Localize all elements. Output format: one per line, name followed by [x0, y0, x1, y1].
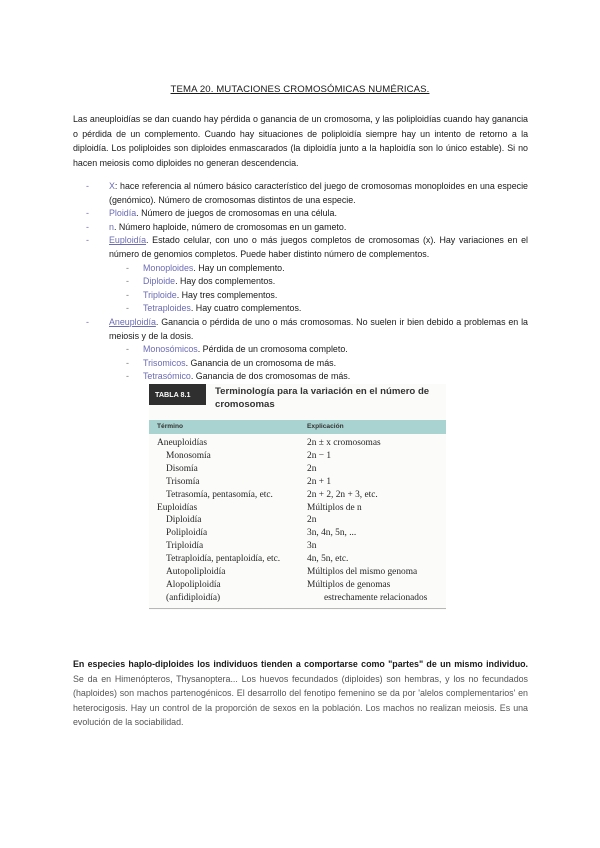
table-cell-term: Monosomía: [166, 450, 211, 461]
table-row: [149, 450, 446, 462]
table-cell-explanation: 2n − 1: [307, 450, 332, 461]
intro-paragraph: Las aneuploidías se dan cuando hay pérdida o ganancia de un cromosoma, y las poliploidías cuando hay ganancia o pérdida de un complemento. Cuando hay situaciones de poliploidía siempre hay un intento de retorno a la diploidía. Los poliploides son diploides enmascarados (la diploidía junto a la haploidía son lo único estable). Si no hacen meiosis como diploides no generan descendencia.: [73, 114, 528, 168]
bullet-marker: -: [126, 303, 129, 314]
table-cell-term: (anfidiploidía): [166, 592, 221, 603]
list-item-term: Tetraploides: [143, 303, 191, 314]
table-column-header: [149, 420, 446, 434]
list-item-text: . Ganancia de dos cromosomas de más.: [190, 371, 351, 382]
list-item-term: Monosómicos: [143, 344, 198, 355]
table-cell-explanation: 2n: [307, 515, 317, 526]
table-header: [149, 384, 446, 422]
list-item: [86, 262, 528, 276]
bullet-marker: -: [126, 276, 129, 287]
table-cell-term: Disomía: [166, 463, 198, 474]
table-cell-explanation: Múltiplos de n: [307, 502, 362, 513]
list-item-term: Monoploides: [143, 262, 194, 273]
list-item-text: . Ganancia o pérdida de uno o más cromosomas. No suelen ir bien debido a problemas en la meiosis y de la dosis.: [109, 316, 528, 341]
table-cell-explanation: estrechamente relacionados: [324, 592, 428, 603]
list-item-term: Ploidía: [109, 208, 137, 219]
bullet-marker: -: [86, 181, 89, 191]
table-cell-explanation: 2n: [307, 463, 317, 474]
closing-paragraph: [73, 657, 528, 730]
list-item-text: . Número haploide, número de cromosomas en un gameto.: [113, 221, 347, 232]
list-item: [86, 289, 528, 303]
table-cell-explanation: Múltiplos del mismo genoma: [307, 567, 418, 577]
bullet-marker: -: [86, 208, 89, 219]
table-row: [149, 592, 446, 604]
table-cell-term: Triploidía: [166, 541, 204, 552]
bullet-marker: -: [126, 344, 129, 355]
terminology-table: [149, 384, 446, 610]
closing-text: Se da en Himenópteros, Thysanoptera... Los huevos fecundados (diploides) son hembras, y los no fecundados (haploides) son machos partenogénicos. El desarrollo del fenotipo femenino se da por 'alelos complementarios' en heterocigosis. Hay un control de la proporción de sexos en la población. Los machos no realizan meiosis. Es una evolución de la sociabilidad.: [73, 673, 528, 728]
column-term: Término: [157, 423, 184, 430]
table-row: [149, 476, 446, 488]
list-item: [86, 207, 528, 221]
list-item: [86, 370, 528, 384]
list-item: [86, 357, 528, 371]
list-item-text: . Hay dos complementos.: [175, 276, 276, 287]
table-cell-explanation: 4n, 5n, etc.: [307, 554, 349, 565]
table-row: [149, 566, 446, 578]
list-item: [86, 234, 528, 261]
list-item-term: Tetrasómico: [143, 371, 191, 382]
table-row: [149, 579, 446, 591]
table-cell-term: Aneuploidías: [157, 438, 207, 448]
list-item-term: n: [109, 221, 114, 232]
bullet-marker: -: [126, 371, 129, 382]
table-row: [149, 437, 446, 449]
list-item-text: . Hay tres complementos.: [176, 289, 278, 300]
table-row: [149, 502, 446, 514]
table-tag: TABLA 8.1: [149, 384, 206, 405]
bullet-marker: -: [126, 357, 129, 368]
table-cell-term: Poliploidía: [166, 528, 208, 539]
table-cell-explanation: Múltiplos de genomas: [307, 579, 391, 590]
definitions-list: [86, 180, 528, 384]
bullet-marker: -: [86, 316, 89, 327]
table-cell-term: Autopoliploidía: [166, 567, 226, 577]
table-cell-term: Tetrasomía, pentasomía, etc.: [166, 489, 273, 500]
table-row: [149, 514, 446, 526]
list-item: [86, 221, 528, 235]
list-item-term: Euploidía: [109, 235, 147, 246]
list-item: [86, 275, 528, 289]
table-bottom-rule: [149, 608, 446, 609]
table-cell-term: Trisomía: [166, 476, 200, 487]
closing-bold-sentence: En especies haplo-diploides los individuos tienden a comportarse como "partes" de un mismo individuo.: [73, 659, 528, 669]
list-item-text: . Ganancia de un cromosoma de más.: [185, 357, 337, 368]
bullet-marker: -: [86, 221, 89, 232]
list-item-text: . Pérdida de un cromosoma completo.: [197, 344, 348, 355]
page-title: TEMA 20. MUTACIONES CROMOSÓMICAS NUMÉRICAS.: [170, 84, 430, 95]
table-row: [149, 463, 446, 475]
list-item-text: . Estado celular, con uno o más juegos completos de cromosomas (x). Hay variaciones en el número de genomios completos. Puede haber distinto número de complementos.: [109, 235, 528, 259]
list-item: [86, 343, 528, 357]
list-item-term: Trisomicos: [143, 357, 186, 368]
list-item: [86, 302, 528, 316]
list-item: [86, 316, 528, 343]
table-cell-term: Tetraploidía, pentaploidía, etc.: [166, 554, 281, 565]
bullet-marker: -: [86, 235, 89, 246]
table-cell-explanation: 2n ± x cromosomas: [307, 438, 381, 448]
list-item-text: : hace referencia al número básico característico del juego de cromosomas monoploides en una especie (genómico). Número de cromosomas distintos de una especie.: [109, 181, 528, 205]
table-title: Terminología para la variación en el número de cromosomas: [215, 386, 430, 410]
bullet-marker: -: [126, 262, 129, 273]
table-row: [149, 527, 446, 539]
table-cell-term: Euploidías: [157, 502, 198, 513]
table-cell-explanation: 3n: [307, 541, 317, 552]
table-cell-explanation: 2n + 2, 2n + 3, etc.: [307, 489, 378, 500]
list-item-term: Diploide: [143, 276, 176, 287]
table-cell-explanation: 2n + 1: [307, 476, 332, 487]
table-cell-explanation: 3n, 4n, 5n, ...: [307, 528, 357, 539]
table-row: [149, 553, 446, 565]
column-explanation: Explicación: [307, 423, 344, 430]
bullet-marker: -: [126, 289, 129, 300]
list-item-term: X: [109, 181, 115, 191]
table-cell-term: Alopoliploidía: [166, 579, 221, 590]
list-item: [86, 180, 528, 207]
list-item-text: . Número de juegos de cromosomas en una célula.: [136, 208, 337, 219]
list-item-term: Triploide: [143, 289, 177, 300]
table-row: [149, 489, 446, 501]
table-cell-term: Diploidía: [166, 515, 202, 526]
list-item-text: . Hay cuatro complementos.: [190, 303, 302, 314]
list-item-text: . Hay un complemento.: [193, 262, 285, 273]
list-item-term: Aneuploidía: [109, 316, 156, 327]
table-row: [149, 540, 446, 552]
